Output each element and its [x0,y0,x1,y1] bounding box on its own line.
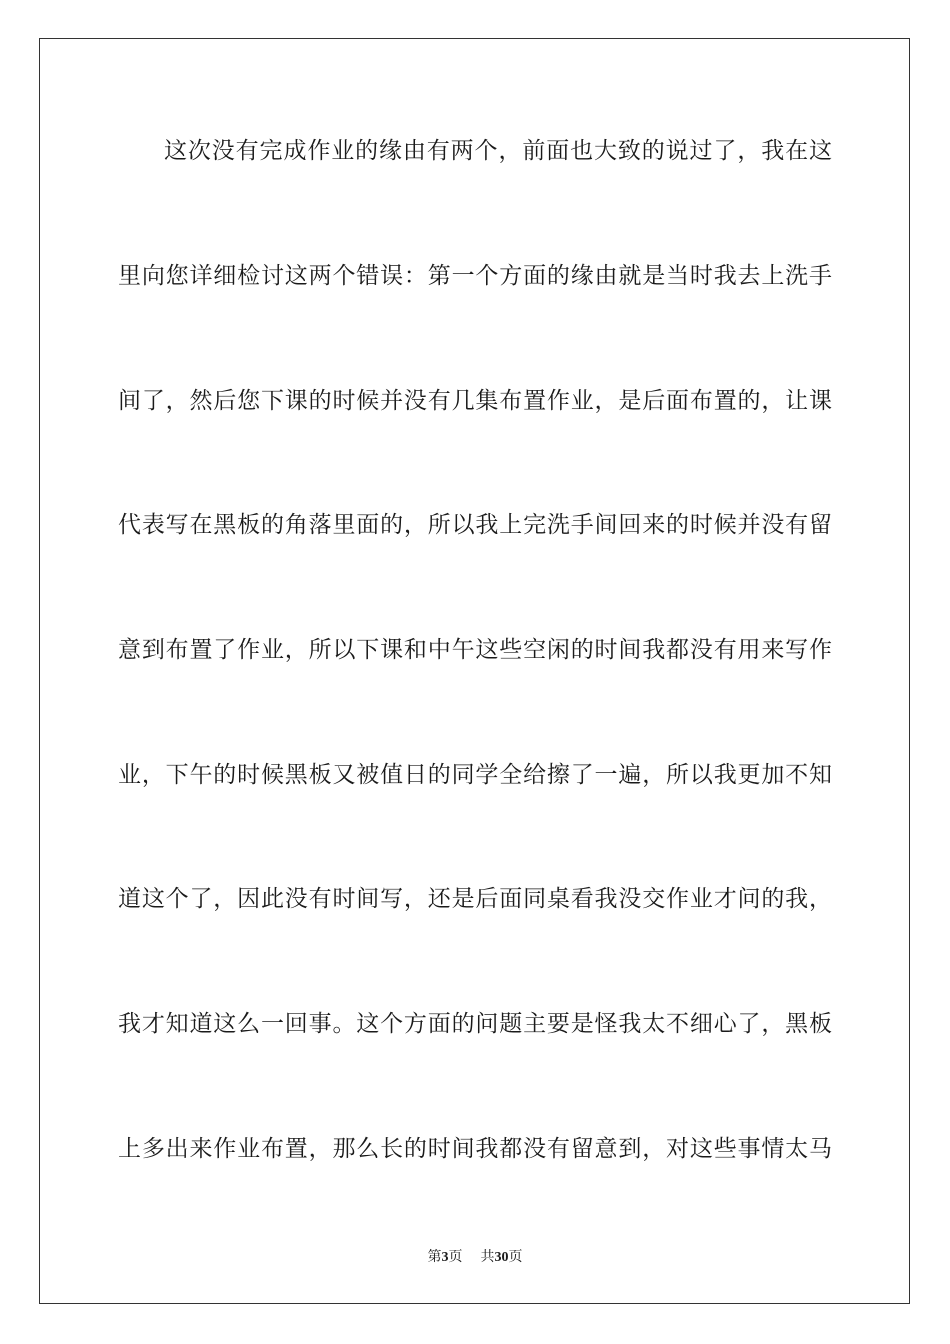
page-number: 3 [441,1250,449,1265]
body-text-line: 业，下午的时候黑板又被值日的同学全给擦了一遍，所以我更加不知 [118,762,832,788]
body-text-line: 我才知道这么一回事。这个方面的问题主要是怪我太不细心了，黑板 [118,1011,832,1037]
body-text-line: 上多出来作业布置，那么长的时间我都没有留意到，对这些事情太马 [118,1136,832,1162]
body-text-line: 里向您详细检讨这两个错误：第一个方面的缘由就是当时我去上洗手 [118,263,832,289]
total-pages: 30 [494,1250,509,1265]
page-prefix: 第 [427,1249,442,1265]
body-text-line: 道这个了，因此没有时间写，还是后面同桌看我没交作业才问的我， [118,886,832,912]
page-footer [0,1248,950,1267]
body-text-line: 意到布置了作业，所以下课和中午这些空闲的时间我都没有用来写作 [118,637,832,663]
body-text-line: 间了，然后您下课的时候并没有几集布置作业，是后面布置的，让课 [118,388,832,414]
page-suffix: 页 [448,1249,463,1265]
body-text-line: 代表写在黑板的角落里面的，所以我上完洗手间回来的时候并没有留 [118,512,832,538]
page-frame [39,38,910,1304]
total-suffix: 页 [508,1249,523,1265]
body-text-line: 这次没有完成作业的缘由有两个，前面也大致的说过了，我在这 [164,138,832,164]
total-prefix: 共 [480,1249,495,1265]
